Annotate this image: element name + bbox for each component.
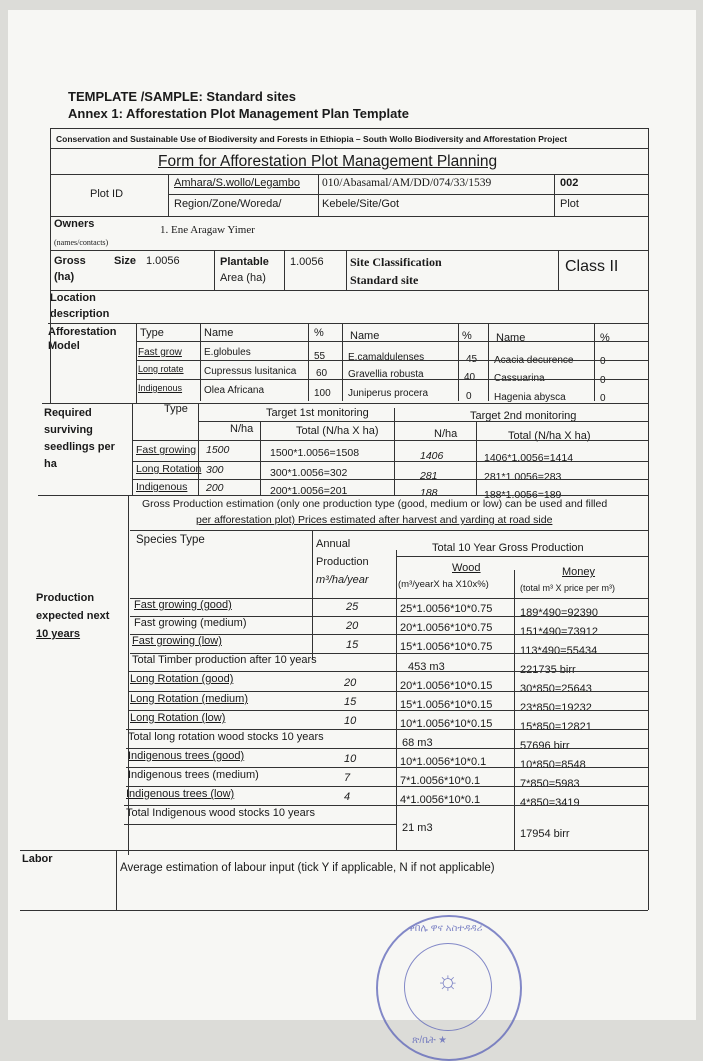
model-row-pct: 100 [314, 388, 331, 399]
production-row-annual: 25 [346, 601, 359, 613]
production-header-total: Total 10 Year Gross Production [432, 542, 584, 554]
production-row-wood: 25*1.0056*10*0.75 [400, 603, 493, 615]
production-row-wood: 7*1.0056*10*0.1 [400, 775, 481, 787]
site-class-value: Standard site [350, 273, 419, 287]
seedlings-row-total: 1406*1.0056=1414 [484, 452, 574, 464]
production-header-annual-2: Production [316, 556, 369, 568]
seedlings-row-type: Fast growing [136, 444, 197, 456]
production-note-1: Gross Production estimation (only one production type (good, medium or low) can be used and filled [142, 498, 608, 510]
production-row-money: 17954 birr [520, 828, 570, 840]
gross-size-value: 1.0056 [146, 255, 180, 267]
production-row-money: 57696 birr [520, 740, 570, 752]
model-row-name: Acacia decurence [494, 355, 574, 366]
production-row-money: 15*850=12821 [520, 721, 592, 733]
production-row-species: Total Timber production after 10 years [132, 654, 317, 666]
region-label: Region/Zone/Woreda/ [174, 198, 282, 210]
form-title: Form for Afforestation Plot Management Planning [158, 153, 498, 170]
production-row-annual: 15 [344, 696, 357, 708]
seedlings-row-total: 1500*1.0056=1508 [270, 447, 360, 459]
production-header-annual-3: m³/ha/year [316, 574, 369, 586]
annex-title: Annex 1: Afforestation Plot Management Plan Template [68, 106, 409, 121]
model-row-name: Gravellia robusta [348, 369, 424, 380]
class-value: Class II [565, 258, 619, 275]
plot-code-value: 010/Abasamal/AM/DD/074/33/1539 [322, 177, 492, 189]
production-row-annual: 10 [344, 715, 357, 727]
owners-sublabel: (names/contacts) [54, 238, 109, 247]
production-row-species: Indigenous trees (medium) [128, 769, 259, 781]
seedlings-header-nha-1: N/ha [230, 423, 254, 435]
seedlings-row-nha: 1406 [420, 450, 444, 462]
ha-label: (ha) [54, 271, 75, 283]
seedlings-label-2: surviving [44, 424, 93, 436]
production-row-money: 10*850=8548 [520, 759, 586, 771]
production-row-annual: 10 [344, 753, 357, 765]
owners-value: 1. Ene Aragaw Yimer [160, 224, 255, 236]
production-label-2: expected next [36, 610, 110, 622]
model-header-pct-2: % [462, 330, 472, 342]
production-row-species: Fast growing (medium) [134, 617, 247, 629]
seedlings-row-total: 281*1.0056=283 [484, 471, 562, 483]
production-note-2: per afforestation plot) Prices estimated after harvest and yarding at road side [196, 514, 553, 526]
production-row-annual: 20 [344, 677, 357, 689]
production-row-wood: 15*1.0056*10*0.75 [400, 641, 493, 653]
production-row-annual: 7 [344, 772, 351, 784]
owners-label: Owners [54, 218, 95, 230]
production-row-annual: 15 [346, 639, 359, 651]
model-row-pct: 55 [314, 351, 326, 362]
seedlings-row-total: 300*1.0056=302 [270, 467, 348, 479]
model-row-name: Juniperus procera [348, 388, 429, 399]
region-value: Amhara/S.wollo/Legambo [174, 177, 300, 189]
production-row-species: Long Rotation (low) [130, 712, 226, 724]
production-row-species: Total Indigenous wood stocks 10 years [126, 807, 315, 819]
production-label: Production [36, 592, 95, 604]
model-row-name: Hagenia abysca [494, 392, 566, 403]
seedlings-row-total: 188*1.0056=189 [484, 489, 562, 501]
model-row-name: E.globules [204, 347, 251, 358]
seedlings-row-type: Long Rotation [136, 463, 202, 475]
seedlings-label: Required [44, 407, 92, 419]
model-row-pct: 40 [464, 372, 476, 383]
seedlings-label-4: ha [44, 458, 57, 470]
seedlings-row-total: 200*1.0056=201 [270, 485, 348, 497]
seedlings-header-total-2: Total (N/ha X ha) [508, 430, 591, 442]
seedlings-label-3: seedlings per [44, 441, 115, 453]
model-row-type: Fast grow [138, 347, 182, 358]
production-header-money: Money [562, 566, 596, 578]
seedlings-header-nha-2: N/ha [434, 428, 458, 440]
size-label: Size [114, 255, 137, 267]
model-header-name-2: Name [350, 330, 380, 342]
production-row-wood: 20*1.0056*10*0.15 [400, 680, 493, 692]
model-row-pct: 0 [600, 356, 606, 367]
model-row-pct: 60 [316, 368, 328, 379]
plantable-value: 1.0056 [290, 256, 324, 268]
production-row-money: 189*490=92390 [520, 607, 598, 619]
production-row-wood: 20*1.0056*10*0.75 [400, 622, 493, 634]
model-header-pct-3: % [600, 332, 610, 344]
production-row-annual: 20 [346, 620, 359, 632]
production-header-wood: Wood [452, 562, 481, 574]
plot-code-label: Kebele/Site/Got [322, 198, 400, 210]
seedlings-header-target-2: Target 2nd monitoring [470, 410, 577, 422]
model-row-name: Cupressus lusitanica [204, 366, 297, 377]
seedlings-header-type: Type [164, 403, 188, 415]
production-row-money: 23*850=19232 [520, 702, 592, 714]
production-header-money-sub: (total m³ X price per m³) [520, 583, 616, 593]
seedlings-row-nha: 200 [206, 482, 224, 494]
seedlings-row-nha: 300 [206, 464, 224, 476]
production-row-money: 221735 birr [520, 664, 576, 676]
site-class-label: Site Classification [350, 255, 442, 269]
labor-text: Average estimation of labour input (tick Y if applicable, N if not applicable) [120, 862, 495, 874]
production-row-species: Long Rotation (good) [130, 673, 234, 685]
production-header-annual: Annual [316, 538, 351, 550]
project-banner: Conservation and Sustainable Use of Biodiversity and Forests in Ethiopia – South Wollo Biodiversity and Afforestation Project [56, 134, 568, 144]
production-row-money: 113*490=55434 [520, 645, 598, 657]
production-row-species: Total long rotation wood stocks 10 years [128, 731, 324, 743]
production-row-money: 151*490=73912 [520, 626, 598, 638]
production-row-species: Fast growing (good) [134, 599, 232, 611]
model-row-name: Cassuarina [494, 373, 545, 384]
model-header-name-1: Name [204, 327, 234, 339]
production-row-wood: 453 m3 [408, 661, 445, 673]
production-row-species: Indigenous trees (low) [126, 788, 235, 800]
production-row-wood: 21 m3 [402, 822, 433, 834]
seedlings-row-type: Indigenous [136, 481, 188, 493]
plantable-label: Plantable [220, 256, 269, 268]
seedlings-header-target-1: Target 1st monitoring [266, 407, 369, 419]
seedlings-row-nha: 188 [420, 487, 438, 499]
production-row-annual: 4 [344, 791, 351, 803]
production-row-wood: 4*1.0056*10*0.1 [400, 794, 481, 806]
labor-label: Labor [22, 853, 53, 865]
model-row-name: E.camaldulenses [348, 352, 425, 363]
production-label-3: 10 years [36, 628, 81, 640]
production-row-species: Fast growing (low) [132, 635, 222, 647]
model-row-pct: 0 [600, 393, 606, 404]
model-label: Afforestation [48, 326, 117, 338]
plot-number-value: 002 [560, 177, 579, 189]
production-row-wood: 68 m3 [402, 737, 433, 749]
seedlings-row-nha: 1500 [206, 444, 230, 456]
plot-number-label: Plot [560, 198, 579, 210]
seedlings-row-nha: 281 [420, 470, 438, 482]
model-row-pct: 0 [600, 375, 606, 386]
production-header-species: Species Type [136, 534, 205, 546]
production-row-species: Indigenous trees (good) [128, 750, 245, 762]
seedlings-header-total-1: Total (N/ha X ha) [296, 425, 379, 437]
model-row-pct: 0 [466, 391, 472, 402]
model-row-type: Indigenous [138, 383, 183, 393]
model-row-pct: 45 [466, 354, 478, 365]
location-label: Location [50, 292, 96, 304]
production-row-money: 7*850=5983 [520, 778, 580, 790]
form-sheet [8, 10, 696, 1046]
production-row-money: 4*850=3419 [520, 797, 580, 809]
production-row-wood: 10*1.0056*10*0.1 [400, 756, 487, 768]
model-row-name: Olea Africana [204, 385, 265, 396]
plot-id-label: Plot ID [90, 188, 124, 200]
production-header-wood-sub: (m³/yearX ha X10x%) [398, 579, 489, 590]
gross-label: Gross [54, 255, 86, 267]
production-row-wood: 10*1.0056*10*0.15 [400, 718, 493, 730]
plantable-area-label: Area (ha) [220, 272, 266, 284]
template-title: TEMPLATE /SAMPLE: Standard sites [68, 89, 297, 104]
model-header-pct-1: % [314, 327, 324, 339]
model-row-type: Long rotate [138, 364, 184, 374]
model-header-name-3: Name [496, 332, 526, 344]
production-row-wood: 15*1.0056*10*0.15 [400, 699, 493, 711]
model-label-2: Model [48, 340, 80, 352]
production-row-species: Long Rotation (medium) [130, 693, 249, 705]
model-header-type: Type [140, 327, 164, 339]
production-row-money: 30*850=25643 [520, 683, 592, 695]
location-label-2: description [50, 308, 110, 320]
official-stamp: ☼ ቀበሌ ዋና አስተዳዳሪ ጽ/ቤት ★ [376, 915, 522, 1061]
